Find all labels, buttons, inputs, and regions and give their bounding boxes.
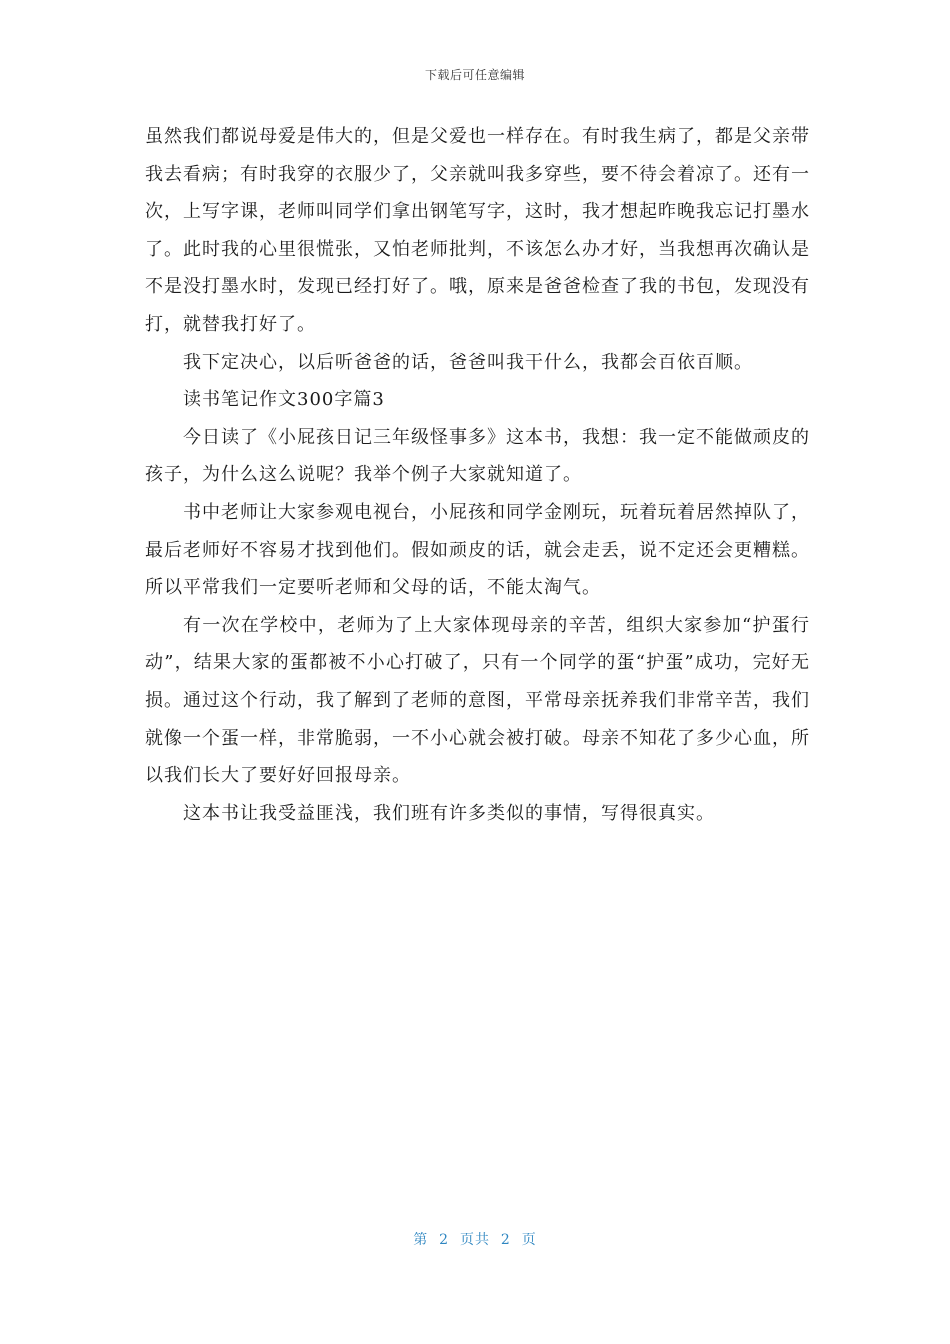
paragraph-6: 这本书让我受益匪浅，我们班有许多类似的事情，写得很真实。 bbox=[183, 802, 715, 824]
page-number: 第 2 页共 2 页 bbox=[413, 1232, 537, 1248]
section-heading: 读书笔记作文300字篇3 bbox=[183, 389, 385, 411]
page-header: 下载后可任意编辑 bbox=[424, 68, 525, 82]
paragraph-5: 有一次在学校中，老师为了上大家体现母亲的辛苦，组织大家参加“护蛋行动”，结果大家的蛋都被不小心打破了，只有一个同学的蛋“护蛋”成功，完好无损。通过这个行动，我了解到了老师的意图，平常母亲抚养我们非常辛苦，我们就像一个蛋一样，非常脆弱，一不小心就会被打破。母亲不知花了多少心血，所以我们长大了要好好回报母亲。 bbox=[145, 614, 810, 787]
paragraph-4: 书中老师让大家参观电视台，小屁孩和同学金刚玩，玩着玩着居然掉队了，最后老师好不容易才找到他们。假如顽皮的话，就会走丢，说不定还会更糟糕。所以平常我们一定要听老师和父母的话，不能太淘气。 bbox=[145, 501, 810, 599]
document-body bbox=[145, 118, 810, 832]
paragraph-1: 虽然我们都说母爱是伟大的，但是父爱也一样存在。有时我生病了，都是父亲带我去看病；有时我穿的衣服少了，父亲就叫我多穿些，要不待会着凉了。还有一次，上写字课，老师叫同学们拿出钢笔写字，这时，我才想起昨晚我忘记打墨水了。此时我的心里很慌张，又怕老师批判，不该怎么办才好，当我想再次确认是不是没打墨水时，发现已经打好了。哦，原来是爸爸检查了我的书包，发现没有打，就替我打好了。 bbox=[145, 126, 810, 335]
paragraph-2: 我下定决心，以后听爸爸的话，爸爸叫我干什么，我都会百依百顺。 bbox=[183, 351, 753, 373]
paragraph-3: 今日读了《小屁孩日记三年级怪事多》这本书，我想：我一定不能做顽皮的孩子，为什么这么说呢？我举个例子大家就知道了。 bbox=[145, 426, 810, 486]
